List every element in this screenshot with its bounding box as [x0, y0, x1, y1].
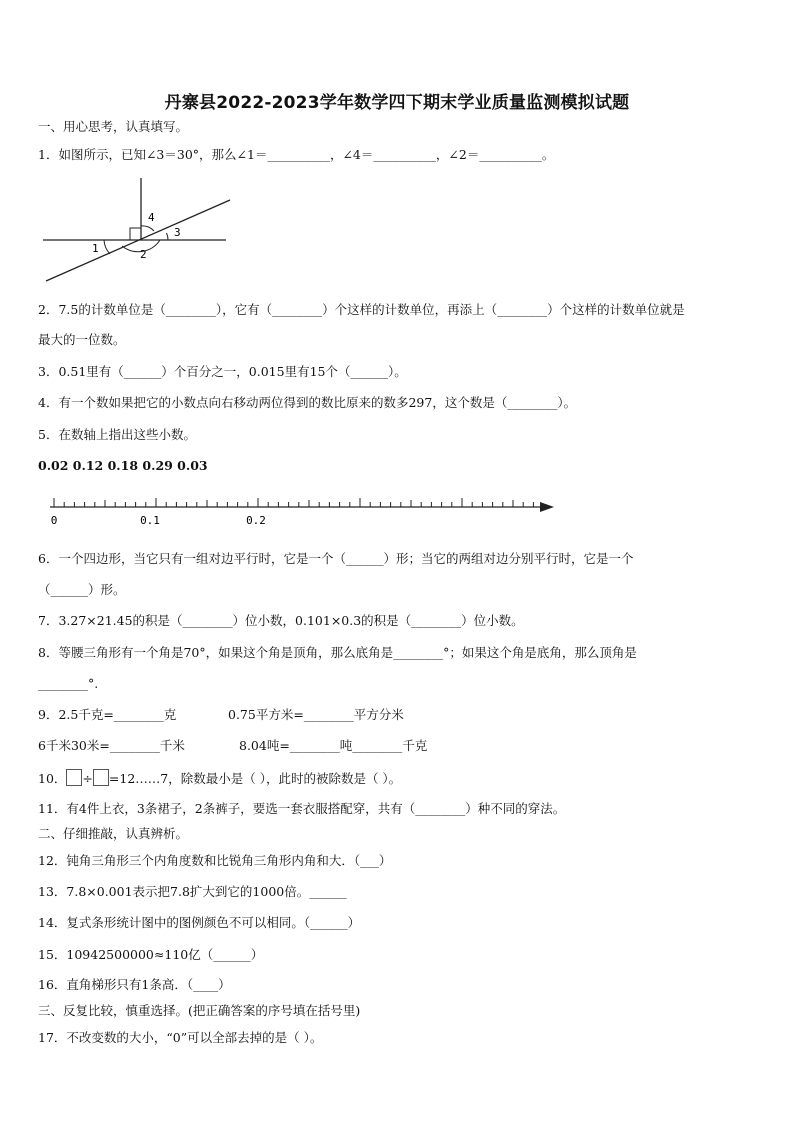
label-2: 2 — [140, 248, 147, 261]
tick-label-0.2: 0.2 — [246, 514, 266, 527]
question-9-c: 6千米30米=________千米 — [38, 738, 185, 753]
number-line-arrow — [540, 502, 554, 512]
question-11: 11．有4件上衣，3条裙子，2条裤子，要选一套衣服搭配穿，共有（________）种不同的穿法。 — [38, 801, 566, 816]
section-heading-2: 二、仔细推敲，认真辨析。 — [38, 826, 189, 841]
decimal-list: 0.02 0.12 0.18 0.29 0.03 — [38, 458, 208, 473]
question-16: 16．直角梯形只有1条高．（____） — [38, 977, 231, 992]
question-1: 1．如图所示，已知∠3＝30°，那么∠1＝__________，∠4＝__________，∠2＝__________。 — [38, 147, 555, 162]
question-8-line1: 8．等腰三角形有一个角是70°，如果这个角是顶角，那么底角是________°；如果这个角是底角，那么顶角是 — [38, 645, 637, 660]
question-3: 3．0.51里有（______）个百分之一，0.015里有15个（______）。 — [38, 364, 407, 379]
page-title: 丹寨县2022-2023学年数学四下期末学业质量监测模拟试题 — [164, 93, 630, 113]
tick-label-0: 0 — [50, 514, 58, 527]
question-9-b: 0.75平方米=________平方分米 — [228, 707, 404, 722]
section-heading-3: 三、反复比较，慎重选择。(把正确答案的序号填在括号里) — [38, 1003, 361, 1018]
question-12: 12．钝角三角形三个内角度数和比锐角三角形内角和大．（___） — [38, 853, 392, 868]
label-1: 1 — [92, 242, 99, 255]
number-line — [38, 488, 588, 532]
angle-figure — [38, 174, 238, 286]
question-4: 4．有一个数如果把它的小数点向右移动两位得到的数比原来的数多297，这个数是（________）。 — [38, 395, 577, 410]
right-angle-mark — [130, 228, 141, 240]
division-sign: ÷ — [82, 771, 93, 786]
question-13: 13．7.8×0.001表示把7.8扩大到它的1000倍。______ — [38, 884, 347, 899]
question-7: 7．3.27×21.45的积是（________）位小数，0.101×0.3的积是（________）位小数。 — [38, 613, 524, 628]
angle-1-arc — [104, 240, 110, 254]
question-6-line1: 6．一个四边形，当它只有一组对边平行时，它是一个（______）形；当它的两组对边分别平行时，它是一个 — [38, 551, 634, 566]
question-15: 15．10942500000≈110亿（______） — [38, 947, 264, 962]
question-9-a: 9．2.5千克=________克 — [38, 707, 177, 722]
section-heading-1: 一、用心思考，认真填写。 — [38, 119, 189, 134]
question-5: 5．在数轴上指出这些小数。 — [38, 427, 196, 442]
label-3: 3 — [174, 226, 181, 239]
question-2-line1: 2．7.5的计数单位是（________），它有（________）个这样的计数单位，再添上（________）个这样的计数单位就是 — [38, 302, 685, 317]
question-6-line2: （______）形。 — [38, 582, 126, 597]
question-9-d: 8.04吨=________吨________千克 — [239, 738, 428, 753]
divisor-box — [93, 769, 109, 786]
angle-3-arc — [167, 233, 169, 240]
question-17: 17．不改变数的大小，“0”可以全部去掉的是（ ）。 — [38, 1030, 323, 1045]
question-10-number: 10． — [38, 771, 67, 786]
angle-4-arc — [141, 226, 154, 231]
tick-label-0.1: 0.1 — [140, 514, 160, 527]
question-14: 14．复式条形统计图中的图例颜色不可以相同。（______） — [38, 915, 361, 930]
question-10-text: =12……7，除数最小是（ ），此时的被除数是（ ）。 — [108, 771, 402, 786]
question-8-line2: ________°. — [38, 676, 99, 691]
question-10 — [38, 769, 401, 787]
dividend-box — [66, 769, 82, 786]
label-4: 4 — [148, 211, 155, 224]
question-2-line2: 最大的一位数。 — [38, 332, 126, 347]
